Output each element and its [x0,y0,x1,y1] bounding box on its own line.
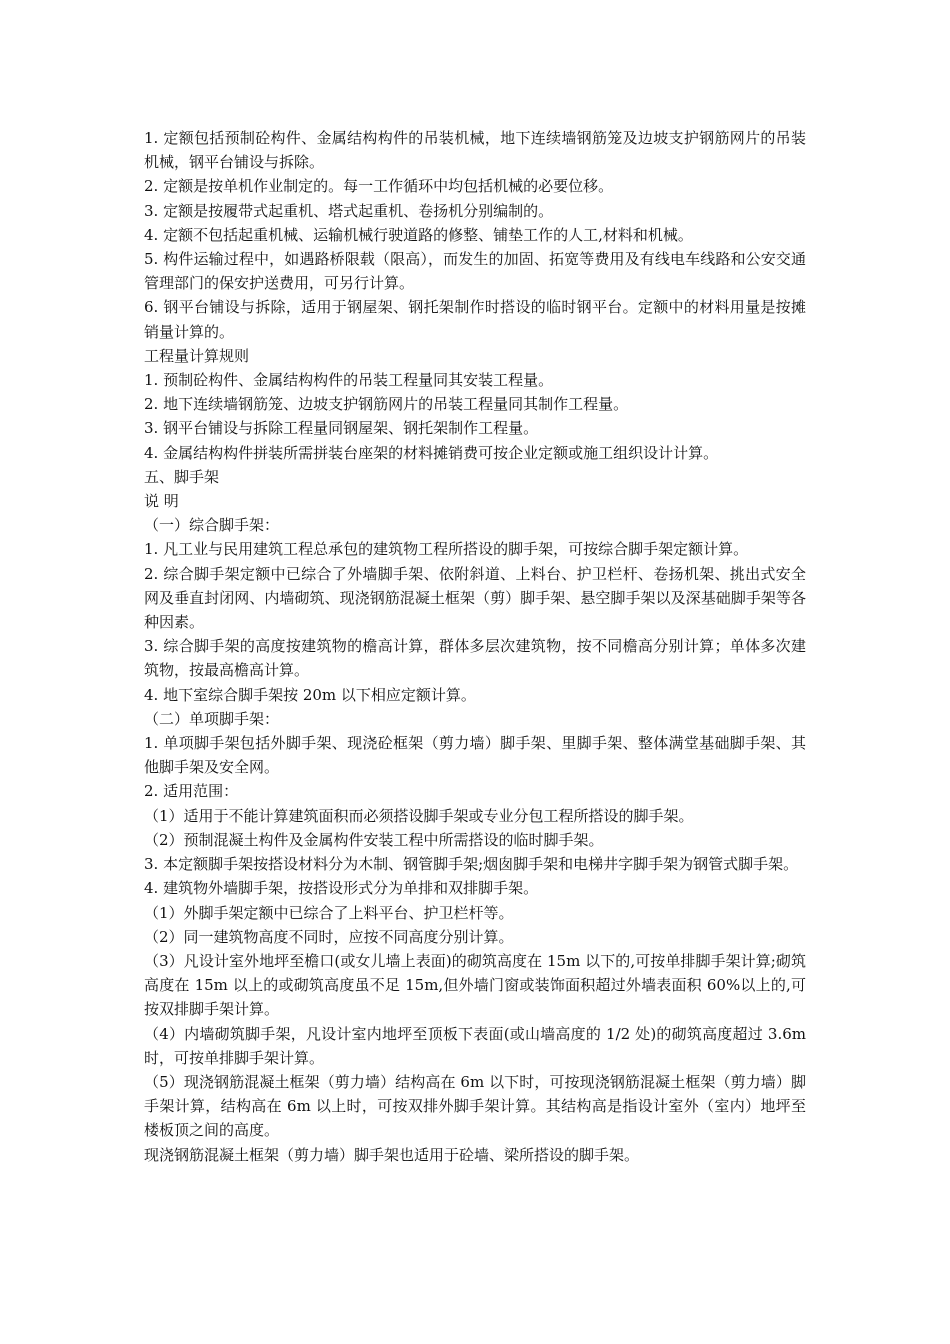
paragraph: 3. 本定额脚手架按搭设材料分为木制、钢管脚手架;烟囱脚手架和电梯井字脚手架为钢管式脚手架。 [144,855,799,874]
paragraph: （1）外脚手架定额中已综合了上料平台、护卫栏杆等。 [144,903,514,922]
paragraph: 2. 适用范围： [144,782,239,801]
section-heading: 工程量计算规则 [144,346,250,365]
paragraph: 4. 定额不包括起重机械、运输机械行驶道路的修整、铺垫工作的人工,材料和机械。 [144,225,693,244]
paragraph: （5）现浇钢筋混凝土框架（剪力墙）结构高在 6m 以下时，可按现浇钢筋混凝土框架（剪力墙）脚手架计算，结构高在 6m 以上时，可按双排外脚手架计算。其结构高是指设计室外（室内）地坪至楼板顶之间的高度。 [144,1072,806,1140]
paragraph: 4. 地下室综合脚手架按 20m 以下相应定额计算。 [144,685,476,704]
paragraph: （3）凡设计室外地坪至檐口(或女儿墙上表面)的砌筑高度在 15m 以下的,可按单排脚手架计算;砌筑高度在 15m 以上的或砌筑高度虽不足 15m,但外墙门窗或装饰面积超过外墙表面积 60%以上的,可按双排脚手架计算。 [144,951,806,1019]
section-heading: 说 明 [144,492,179,511]
paragraph: 3. 综合脚手架的高度按建筑物的檐高计算，群体多层次建筑物，按不同檐高分别计算；单体多次建筑物，按最高檐高计算。 [144,637,806,680]
paragraph: 6. 钢平台铺设与拆除，适用于钢屋架、钢托架制作时搭设的临时钢平台。定额中的材料用量是按摊销量计算的。 [144,298,806,341]
paragraph: 5. 构件运输过程中，如遇路桥限载（限高），而发生的加固、拓宽等费用及有线电车线路和公安交通管理部门的保安护送费用，可另行计算。 [144,250,806,293]
subsection-heading: （二）单项脚手架： [144,709,280,728]
paragraph: （4）内墙砌筑脚手架，凡设计室内地坪至顶板下表面(或山墙高度的 1/2 处)的砌筑高度超过 3.6m 时，可按单排脚手架计算。 [144,1024,806,1067]
document-body [144,126,806,1167]
paragraph: 现浇钢筋混凝土框架（剪力墙）脚手架也适用于砼墙、梁所搭设的脚手架。 [144,1145,640,1164]
paragraph: 1. 单项脚手架包括外脚手架、现浇砼框架（剪力墙）脚手架、里脚手架、整体满堂基础脚手架、其他脚手架及安全网。 [144,734,806,777]
subsection-heading: （一）综合脚手架： [144,516,280,535]
paragraph: （1）适用于不能计算建筑面积而必须搭设脚手架或专业分包工程所搭设的脚手架。 [144,806,694,825]
paragraph: （2）预制混凝土构件及金属构件安装工程中所需搭设的临时脚手架。 [144,830,604,849]
paragraph: 4. 建筑物外墙脚手架，按搭设形式分为单排和双排脚手架。 [144,879,539,898]
paragraph: 3. 钢平台铺设与拆除工程量同钢屋架、钢托架制作工程量。 [144,419,539,438]
paragraph: 3. 定额是按履带式起重机、塔式起重机、卷扬机分别编制的。 [144,201,554,220]
paragraph: 1. 预制砼构件、金属结构构件的吊装工程量同其安装工程量。 [144,371,554,390]
chapter-heading: 五、脚手架 [144,467,220,486]
paragraph: 2. 定额是按单机作业制定的。每一工作循环中均包括机械的必要位移。 [144,177,614,196]
paragraph: 1. 定额包括预制砼构件、金属结构构件的吊装机械，地下连续墙钢筋笼及边坡支护钢筋网片的吊装机械，钢平台铺设与拆除。 [144,129,806,172]
paragraph: 2. 地下连续墙钢筋笼、边坡支护钢筋网片的吊装工程量同其制作工程量。 [144,395,629,414]
paragraph: （2）同一建筑物高度不同时，应按不同高度分别计算。 [144,927,514,946]
paragraph: 2. 综合脚手架定额中已综合了外墙脚手架、依附斜道、上料台、护卫栏杆、卷扬机架、挑出式安全网及垂直封闭网、内墙砌筑、现浇钢筋混凝土框架（剪）脚手架、悬空脚手架以及深基础脚手架等各种因素。 [144,564,806,632]
paragraph: 4. 金属结构构件拼装所需拼装台座架的材料摊销费可按企业定额或施工组织设计计算。 [144,443,719,462]
paragraph: 1. 凡工业与民用建筑工程总承包的建筑物工程所搭设的脚手架，可按综合脚手架定额计算。 [144,540,749,559]
